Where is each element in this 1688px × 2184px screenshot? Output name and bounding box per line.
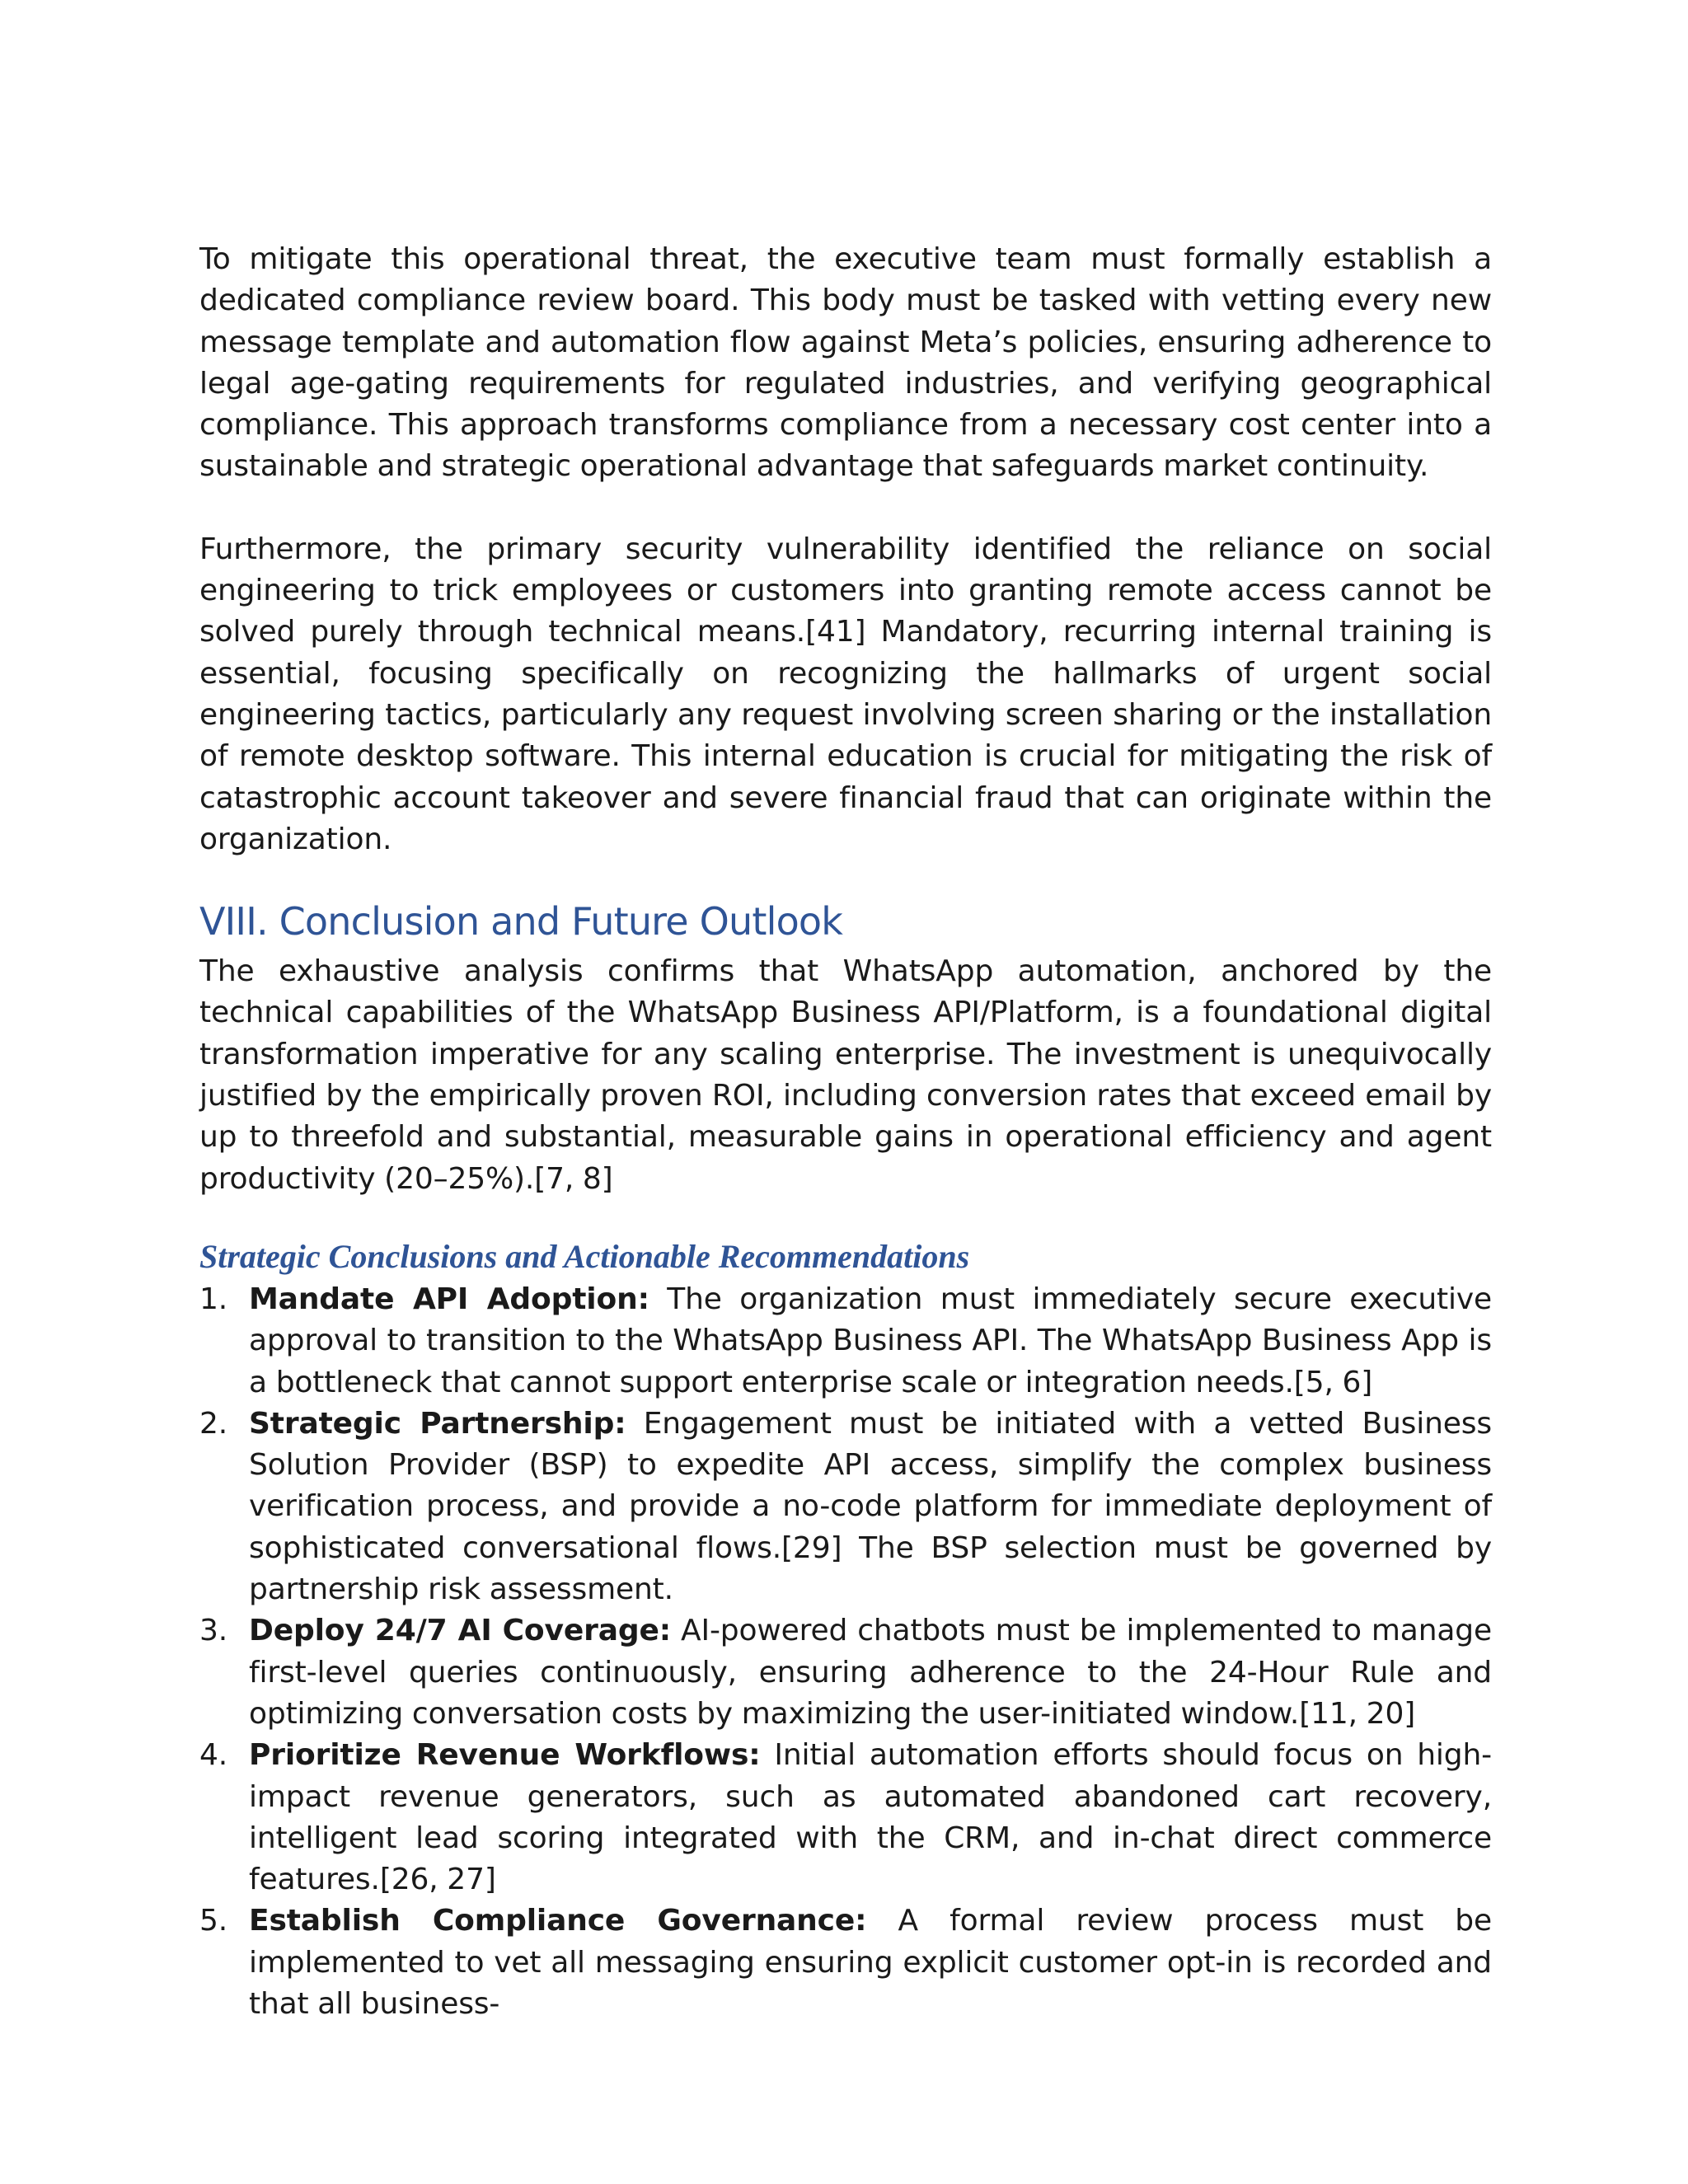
subsection-heading-recommendations: Strategic Conclusions and Actionable Recommendations	[199, 1237, 970, 1275]
paragraph-conclusion: The exhaustive analysis confirms that WhatsApp automation, anchored by the technical capabilities of the WhatsApp Business API/Platform, is a foundational digital transformation imperative for any scaling enterprise. The investment is unequivocally justified by the empirically proven ROI, including conversion rates that exceed email by up to threefold and substantial, measurable gains in operational efficiency and agent productivity (20–25%).[7, 8]	[199, 954, 1492, 1196]
section-heading-conclusion: VIII. Conclusion and Future Outlook	[199, 899, 843, 944]
document-page	[199, 239, 1492, 2025]
list-item-number: 3.	[199, 1614, 228, 1648]
section-spacer	[199, 860, 1492, 893]
list-item-number: 2.	[199, 1406, 228, 1441]
list-item-text: A formal review process must be implemented to vet all messaging ensuring explicit customer opt-in is recorded and that all business-	[249, 1904, 1492, 2021]
list-item-lead: Strategic Partnership:	[249, 1406, 626, 1441]
paragraph-compliance-board: To mitigate this operational threat, the executive team must formally establish a dedicated compliance review board. This body must be tasked with vetting every new message template and automation flow against Meta’s policies, ensuring adherence to legal age-gating requirements for regulated industries, and verifying geographical compliance. This approach transforms compliance from a necessary cost center into a sustainable and strategic operational advantage that safeguards market continuity.	[199, 242, 1492, 484]
list-item-number: 5.	[199, 1904, 228, 1938]
list-item	[199, 1404, 1492, 1610]
subsection-spacer	[199, 1200, 1492, 1235]
list-item-number: 4.	[199, 1738, 228, 1773]
list-item-lead: Establish Compliance Governance:	[249, 1904, 867, 1938]
list-item	[199, 1900, 1492, 2025]
list-item-text: Initial automation efforts should focus on high-impact revenue generators, such as automated abandoned cart recovery, intelligent lead scoring integrated with the CRM, and in-chat direct commerce features.[26, 27]	[249, 1738, 1492, 1897]
list-item	[199, 1610, 1492, 1735]
list-item-lead: Deploy 24/7 AI Coverage:	[249, 1614, 671, 1648]
list-item	[199, 1279, 1492, 1404]
paragraph-spacer	[199, 488, 1492, 529]
list-item-number: 1.	[199, 1282, 228, 1316]
list-item-lead: Prioritize Revenue Workflows:	[249, 1738, 761, 1773]
list-item-lead: Mandate API Adoption:	[249, 1282, 649, 1316]
recommendations-list	[199, 1279, 1492, 2025]
paragraph-security-training: Furthermore, the primary security vulnerability identified the reliance on social engineering to trick employees or customers into granting remote access cannot be solved purely through technical means.[41] Mandatory, recurring internal training is essential, focusing specifically on recognizing the hallmarks of urgent social engineering tactics, particularly any request involving screen sharing or the installation of remote desktop software. This internal education is crucial for mitigating the risk of catastrophic account takeover and severe financial fraud that can originate within the organization.	[199, 532, 1492, 856]
list-item-text: AI-powered chatbots must be implemented to manage first-level queries continuously, ensuring adherence to the 24-Hour Rule and optimizing conversation costs by maximizing the user-initiated window.[11, 20]	[249, 1614, 1492, 1731]
list-item-text: The organization must immediately secure executive approval to transition to the WhatsApp Business API. The WhatsApp Business App is a bottleneck that cannot support enterprise scale or integration needs.[5, 6]	[249, 1282, 1492, 1399]
list-item	[199, 1735, 1492, 1900]
list-item-text: Engagement must be initiated with a vetted Business Solution Provider (BSP) to expedite API access, simplify the complex business verification process, and provide a no-code platform for immediate deployment of sophisticated conversational flows.[29] The BSP selection must be governed by partnership risk assessment.	[249, 1406, 1493, 1607]
